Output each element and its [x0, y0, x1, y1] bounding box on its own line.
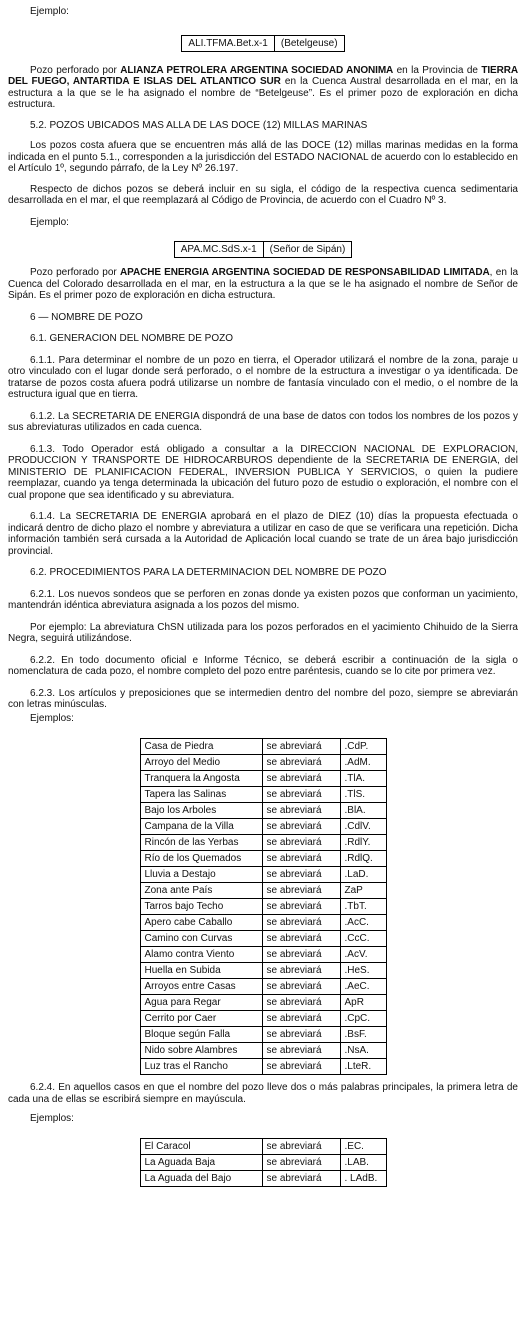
well-name-cell: Camino con Curvas — [140, 931, 262, 947]
abbreviation-cell: .CcC. — [340, 931, 386, 947]
well-name-cell: Tarros bajo Techo — [140, 899, 262, 915]
table-row — [140, 1043, 386, 1059]
well-name-cell: Huella en Subida — [140, 963, 262, 979]
table-row — [140, 787, 386, 803]
verb-cell: se abreviará — [262, 787, 340, 803]
table-row — [140, 851, 386, 867]
well-code-box — [174, 241, 353, 258]
table-row — [140, 963, 386, 979]
abbreviation-cell: .AcC. — [340, 915, 386, 931]
abbreviation-cell: .CdP. — [340, 739, 386, 755]
verb-cell: se abreviará — [262, 739, 340, 755]
paragraph: 6.2.4. En aquellos casos en que el nombre del pozo lleve dos o más palabras principales, la primera letra de cada una de ellas se escribirá siempre en mayúscula. — [8, 1082, 518, 1105]
table-row — [140, 739, 386, 755]
paragraph: 6.2.3. Los artículos y preposiciones que se intermedien dentro del nombre del pozo, siempre se abreviarán con letras minúsculas. — [8, 687, 518, 710]
well-name-cell: La Aguada del Bajo — [140, 1170, 262, 1186]
table-row — [140, 755, 386, 771]
verb-cell: se abreviará — [262, 1170, 340, 1186]
well-code: ALI.TFMA.Bet.x-1 — [182, 35, 274, 51]
abbreviation-cell: .LAB. — [340, 1154, 386, 1170]
well-name-cell: Río de los Quemados — [140, 851, 262, 867]
paragraph: 6.1.1. Para determinar el nombre de un pozo en tierra, el Operador utilizará el nombre de la zona, paraje u otro vinculado con el lugar donde será perforado, o el nombre de la estructura a investigar o ya identificada. De tratarse de pozos costa afuera podrá utilizarse un nombre de fantasía vinculado con el medio, o el nombre de la estructura igual que en tierra. — [8, 354, 518, 400]
well-name-cell: Nido sobre Alambres — [140, 1043, 262, 1059]
abbreviation-cell: .AcV. — [340, 947, 386, 963]
verb-cell: se abreviará — [262, 1154, 340, 1170]
well-name-cell: Lluvia a Destajo — [140, 867, 262, 883]
paragraph: 6.2.2. En todo documento oficial e Informe Técnico, se deberá escribir a continuación de la sigla o nomenclatura de cada pozo, el nombre completo del pozo entre paréntesis, cuando se lo cite por primera vez. — [8, 654, 518, 677]
abbreviation-cell: .BsF. — [340, 1027, 386, 1043]
well-name-cell: Rincón de las Yerbas — [140, 835, 262, 851]
abbreviation-cell: ApR — [340, 995, 386, 1011]
abbreviation-cell: .AeC. — [340, 979, 386, 995]
abbreviation-cell: .EC. — [340, 1138, 386, 1154]
verb-cell: se abreviará — [262, 995, 340, 1011]
section-heading: 6.2. PROCEDIMIENTOS PARA LA DETERMINACION DEL NOMBRE DE POZO — [30, 567, 387, 578]
well-name-cell: Arroyos entre Casas — [140, 979, 262, 995]
table-row — [140, 931, 386, 947]
table-row — [140, 1011, 386, 1027]
well-name: (Señor de Sipán) — [263, 242, 352, 258]
well-name-cell: Arroyo del Medio — [140, 755, 262, 771]
ejemplo-label: Ejemplo: — [30, 216, 69, 228]
table-row — [140, 835, 386, 851]
well-name-cell: El Caracol — [140, 1138, 262, 1154]
abbreviation-cell: ZaP — [340, 883, 386, 899]
paragraph: 6.2.1. Los nuevos sondeos que se perforen en zonas donde ya existen pozos que conforman un yacimiento, mantendrán idéntica abreviatura asignada a los pozos del mismo. — [8, 588, 518, 611]
verb-cell: se abreviará — [262, 851, 340, 867]
abbreviation-cell: .HeS. — [340, 963, 386, 979]
table-row — [140, 883, 386, 899]
table-row — [140, 915, 386, 931]
abbreviation-cell: .LteR. — [340, 1059, 386, 1075]
verb-cell: se abreviará — [262, 963, 340, 979]
verb-cell: se abreviará — [262, 1027, 340, 1043]
well-name-cell: Zona ante País — [140, 883, 262, 899]
verb-cell: se abreviará — [262, 899, 340, 915]
table-row — [140, 867, 386, 883]
well-name-cell: Tranquera la Angosta — [140, 771, 262, 787]
example-paragraph: Pozo perforado por ALIANZA PETROLERA ARGENTINA SOCIEDAD ANONIMA en la Provincia de TIERRA DEL FUEGO, ANTARTIDA E ISLAS DEL ATLANTICO SUR en la Cuenca Austral desarrollada en el mar, en la estructura a la que se le ha asignado el nombre de “Betelgeuse”. Es el primer pozo de exploración en dicha estructura. — [8, 64, 518, 110]
abbreviation-cell: .CpC. — [340, 1011, 386, 1027]
verb-cell: se abreviará — [262, 979, 340, 995]
paragraph: 6.1.2. La SECRETARIA DE ENERGIA dispondrá de una base de datos con todos los nombres de los pozos y sus abreviaturas utilizados en cada cuenca. — [8, 410, 518, 433]
table-row — [140, 1170, 386, 1186]
paragraph: 6.1.3. Todo Operador está obligado a consultar a la DIRECCION NACIONAL DE EXPLORACION, PRODUCCION Y TRANSPORTE DE HIDROCARBUROS dependiente de la SECRETARIA DE ENERGIA, del MINISTERIO DE PLANIFICACION FEDERAL, INVERSION PUBLICA Y SERVICIOS, o quien la pudiere reemplazar, cuando ya tenga determinada la ubicación del futuro pozo de estudio o exploración, el nombre con el cual propone que sea identificado y su abreviatura. — [8, 443, 518, 501]
table-row — [140, 899, 386, 915]
table-row — [140, 771, 386, 787]
verb-cell: se abreviará — [262, 819, 340, 835]
section-heading: 5.2. POZOS UBICADOS MAS ALLA DE LAS DOCE (12) MILLAS MARINAS — [30, 119, 368, 131]
well-name-cell: Bajo los Arboles — [140, 803, 262, 819]
paragraph: Los pozos costa afuera que se encuentren más allá de las DOCE (12) millas marinas medidas en la forma indicada en el punto 5.1., corresponden a la jurisdicción del ESTADO NACIONAL de acuerdo con lo establecido en el Artículo 1º, segundo párrafo, de la Ley Nº 26.197. — [8, 140, 518, 174]
table-row — [140, 819, 386, 835]
table-row — [140, 1027, 386, 1043]
well-name-cell: Luz tras el Rancho — [140, 1059, 262, 1075]
verb-cell: se abreviará — [262, 947, 340, 963]
document-page — [8, 0, 518, 1187]
abbreviation-cell: .RdlQ. — [340, 851, 386, 867]
paragraph: Respecto de dichos pozos se deberá incluir en su sigla, el código de la respectiva cuenca sedimentaria desarrollada en el mar, el que reemplazará al Código de Provincia, de acuerdo con el Cuadro Nº 3. — [8, 183, 518, 206]
abbreviation-cell: .TbT. — [340, 899, 386, 915]
table-row — [140, 803, 386, 819]
paragraph: Por ejemplo: La abreviatura ChSN utilizada para los pozos perforados en el yacimiento Chihuido de la Sierra Negra, seguirá utilizándose. — [8, 621, 518, 644]
well-name-cell: Bloque según Falla — [140, 1027, 262, 1043]
table-row — [140, 1059, 386, 1075]
well-code: APA.MC.SdS.x-1 — [174, 242, 263, 258]
verb-cell: se abreviará — [262, 803, 340, 819]
abbreviation-cell: .LaD. — [340, 867, 386, 883]
well-name: (Betelgeuse) — [274, 35, 344, 51]
well-code-box — [181, 35, 344, 52]
ejemplo-label: Ejemplo: — [30, 6, 69, 17]
verb-cell: se abreviará — [262, 1138, 340, 1154]
verb-cell: se abreviará — [262, 883, 340, 899]
well-name-cell: Agua para Regar — [140, 995, 262, 1011]
section-heading: 6 — NOMBRE DE POZO — [30, 311, 143, 323]
verb-cell: se abreviará — [262, 755, 340, 771]
well-name-cell: Campana de la Villa — [140, 819, 262, 835]
abbreviation-cell: .AdM. — [340, 755, 386, 771]
abbreviation-table — [140, 738, 387, 1075]
table-row — [140, 995, 386, 1011]
abbreviation-cell: .BlA. — [340, 803, 386, 819]
ejemplos-label: Ejemplos: — [30, 1113, 74, 1124]
table-row — [140, 979, 386, 995]
paragraph: 6.1.4. La SECRETARIA DE ENERGIA aprobará en el plazo de DIEZ (10) días la propuesta efectuada o indicará dentro de dicho plazo el nombre y abreviatura a utilizar en caso de que se verificara una repetición. Dicha información también será cursada a la Autoridad de Aplicación local cuando se trate de un área bajo jurisdicción provincial. — [8, 511, 518, 557]
verb-cell: se abreviará — [262, 835, 340, 851]
abbreviation-table — [140, 1138, 387, 1187]
table-row — [140, 1138, 386, 1154]
abbreviation-cell: .RdlY. — [340, 835, 386, 851]
verb-cell: se abreviará — [262, 771, 340, 787]
well-name-cell: Cerrito por Caer — [140, 1011, 262, 1027]
abbreviation-cell: .CdlV. — [340, 819, 386, 835]
abbreviation-cell: . LAdB. — [340, 1170, 386, 1186]
abbreviation-cell: .TlS. — [340, 787, 386, 803]
verb-cell: se abreviará — [262, 1011, 340, 1027]
ejemplos-label: Ejemplos: — [30, 712, 74, 724]
well-name-cell: Tapera las Salinas — [140, 787, 262, 803]
verb-cell: se abreviará — [262, 1043, 340, 1059]
table-row — [140, 947, 386, 963]
example-paragraph: Pozo perforado por APACHE ENERGIA ARGENTINA SOCIEDAD DE RESPONSABILIDAD LIMITADA, en la Cuenca del Colorado desarrollada en el mar, en la estructura a la que se le ha asignado el nombre de Señor de Sipán. Es el primer pozo de exploración en dicha estructura. — [8, 267, 519, 301]
verb-cell: se abreviará — [262, 931, 340, 947]
abbreviation-cell: .NsA. — [340, 1043, 386, 1059]
well-name-cell: Alamo contra Viento — [140, 947, 262, 963]
well-name-cell: Apero cabe Caballo — [140, 915, 262, 931]
section-heading: 6.1. GENERACION DEL NOMBRE DE POZO — [30, 333, 234, 344]
well-name-cell: La Aguada Baja — [140, 1154, 262, 1170]
abbreviation-cell: .TlA. — [340, 771, 386, 787]
verb-cell: se abreviará — [262, 867, 340, 883]
well-name-cell: Casa de Piedra — [140, 739, 262, 755]
verb-cell: se abreviará — [262, 1059, 340, 1075]
verb-cell: se abreviará — [262, 915, 340, 931]
table-row — [140, 1154, 386, 1170]
